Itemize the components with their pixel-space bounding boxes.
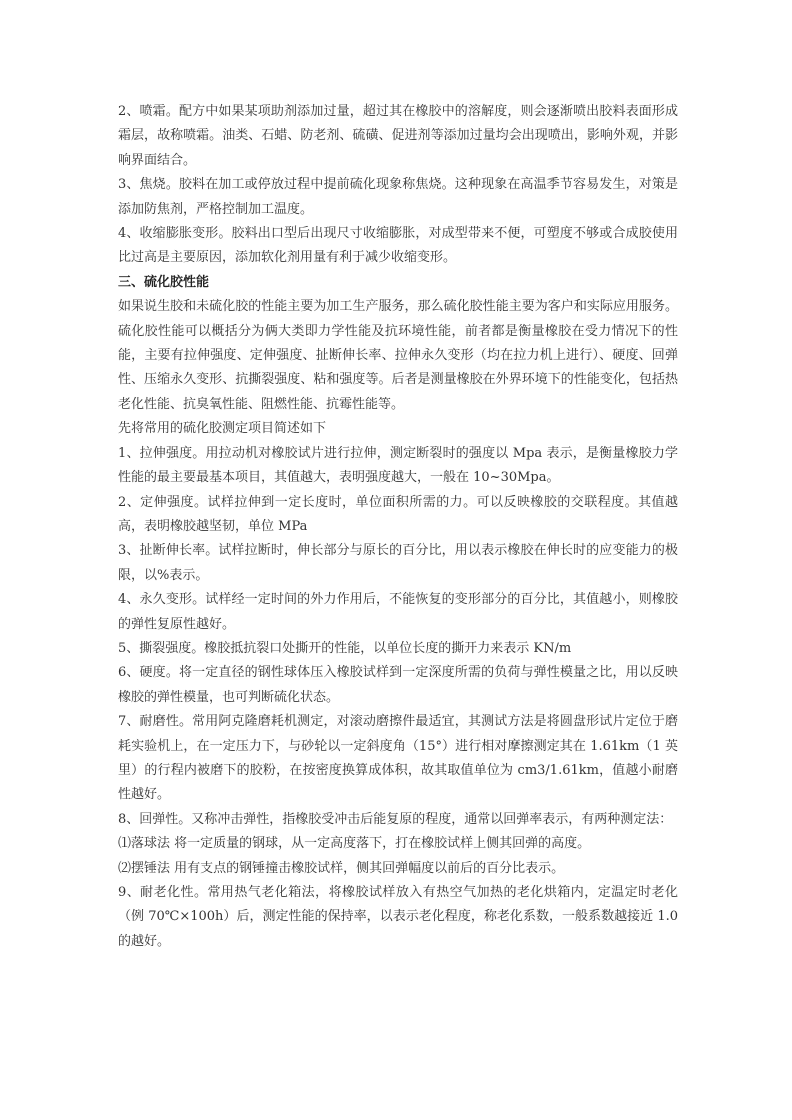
paragraph-tear-strength: 5、撕裂强度。橡胶抵抗裂口处撕开的性能，以单位长度的撕开力来表示 KN/m (118, 640, 572, 656)
paragraph-drop-ball-method: ⑴落球法 将一定质量的钢球，从一定高度落下，打在橡胶试样上侧其回弹的高度。 (118, 836, 591, 852)
paragraph-list-intro: 先将常用的硫化胶测定项目简述如下 (118, 421, 327, 437)
paragraph-bloom: 2、喷霜。配方中如果某项助剂添加过量，超过其在橡胶中的溶解度，则会逐渐喷出胶料表面形成霜层，故称喷霜。油类、石蜡、防老剂、硫磺、促进剂等添加过量均会出现喷出，影响外观，并影响界面结合。 (118, 104, 678, 168)
document-page (118, 100, 678, 954)
paragraph-abrasion: 7、耐磨性。常用阿克隆磨耗机测定，对滚动磨擦件最适宜，其测试方法是将圆盘形试片定位于磨耗实验机上，在一定压力下，与砂轮以一定斜度角（15°）进行相对摩擦测定其在 1.61km（1 英里）的行程内被磨下的胶粉，在按密度换算成体积，故其取值单位为 cm3/1.61km，值越小耐磨性越好。 (118, 714, 678, 803)
paragraph-permanent-set: 4、永久变形。试样经一定时间的外力作用后，不能恢复的变形部分的百分比，其值越小，则橡胶的弹性复原性越好。 (118, 592, 678, 632)
paragraph-aging: 9、耐老化性。常用热气老化箱法，将橡胶试样放入有热空气加热的老化烘箱内，定温定时老化（例 70℃×100h）后，测定性能的保持率，以表示老化程度，称老化系数，一般系数越接近 1.0 的越好。 (118, 885, 678, 949)
section-heading-vulcanizate-properties: 三、硫化胶性能 (118, 274, 210, 290)
paragraph-resilience: 8、回弹性。又称冲击弹性，指橡胶受冲击后能复原的程度，通常以回弹率表示，有两种测定法： (118, 811, 673, 827)
paragraph-shrinkage: 4、收缩膨胀变形。胶料出口型后出现尺寸收缩膨胀，对成型带来不便，可塑度不够或合成胶使用比过高是主要原因，添加软化剂用量有利于减少收缩变形。 (118, 226, 678, 266)
paragraph-intro: 如果说生胶和未硫化胶的性能主要为加工生产服务，那么硫化胶性能主要为客户和实际应用服务。硫化胶性能可以概括分为俩大类即力学性能及抗环境性能，前者都是衡量橡胶在受力情况下的性能，主要有拉伸强度、定伸强度、扯断伸长率、拉伸永久变形（均在拉力机上进行）、硬度、回弹性、压缩永久变形、抗撕裂强度、粘和强度等。后者是测量橡胶在外界环境下的性能变化，包括热老化性能、抗臭氧性能、阻燃性能、抗霉性能等。 (118, 299, 678, 412)
paragraph-elongation: 3、扯断伸长率。试样拉断时，伸长部分与原长的百分比，用以表示橡胶在伸长时的应变能力的极限，以%表示。 (118, 543, 678, 583)
paragraph-hardness: 6、硬度。将一定直径的钢性球体压入橡胶试样到一定深度所需的负荷与弹性模量之比，用以反映橡胶的弹性模量，也可判断硫化状态。 (118, 665, 678, 705)
paragraph-scorch: 3、焦烧。胶料在加工或停放过程中提前硫化现象称焦烧。这种现象在高温季节容易发生，对策是添加防焦剂，严格控制加工温度。 (118, 177, 678, 217)
paragraph-pendulum-method: ⑵摆锤法 用有支点的钢锤撞击橡胶试样，侧其回弹幅度以前后的百分比表示。 (118, 860, 565, 876)
paragraph-modulus: 2、定伸强度。试样拉伸到一定长度时，单位面积所需的力。可以反映橡胶的交联程度。其值越高，表明橡胶越坚韧，单位 MPa (118, 494, 678, 534)
paragraph-tensile-strength: 1、拉伸强度。用拉动机对橡胶试片进行拉伸，测定断裂时的强度以 Mpa 表示，是衡量橡胶力学性能的最主要最基本项目，其值越大，表明强度越大，一般在 10~30Mpa。 (118, 445, 678, 486)
